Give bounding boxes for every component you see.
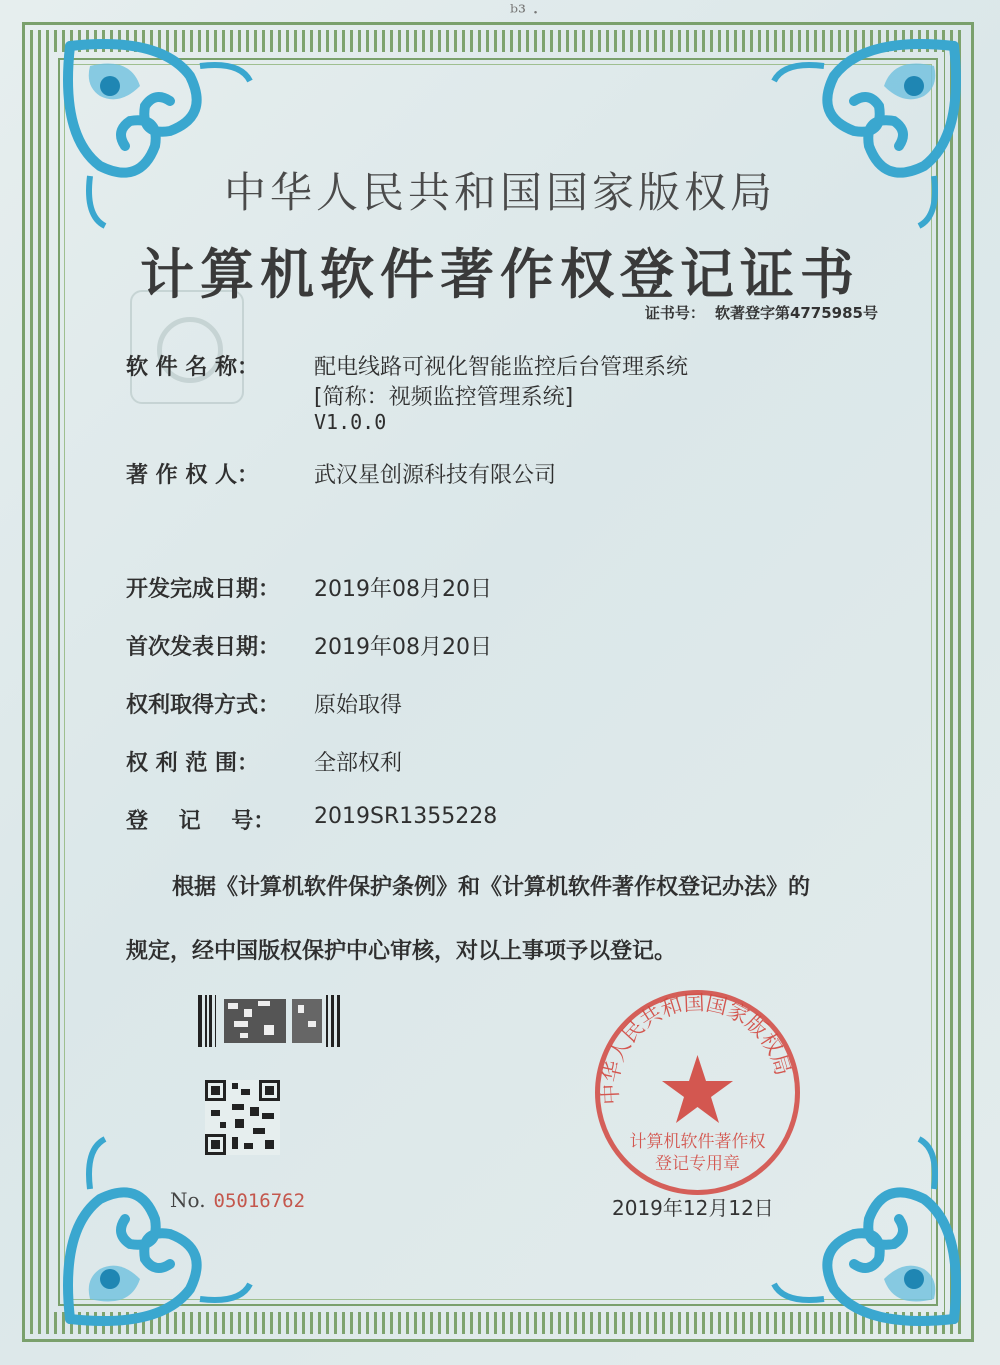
- field-value: 武汉星创源科技有限公司: [314, 463, 557, 488]
- certificate-number-value: 软著登字第4775985号: [714, 304, 878, 322]
- field-label: 登 记 号：: [126, 809, 276, 834]
- serial-value: 05016762: [213, 1190, 306, 1212]
- statement-line-2: 规定，经中国版权保护中心审核，对以上事项予以登记。: [126, 939, 677, 964]
- qr-code-icon: [205, 1080, 280, 1155]
- field-value: 配电线路可视化智能监控后台管理系统: [314, 355, 689, 380]
- barcode-icon: [198, 995, 340, 1047]
- field-label: 权利取得方式：: [126, 693, 281, 718]
- field-value: 2019年08月20日: [314, 577, 492, 602]
- field-label: 开发完成日期：: [126, 577, 281, 602]
- field-label: 著 作 权 人：: [126, 463, 259, 488]
- issue-date: 2019年12月12日: [612, 1196, 774, 1220]
- certificate-number-label: 证书号：: [644, 304, 705, 322]
- corner-ornament-bottom-left: [60, 1129, 260, 1329]
- certificate-title: 计算机软件著作权登记证书: [140, 242, 860, 306]
- field-label: 软 件 名 称：: [126, 355, 259, 380]
- registration-statement: [126, 856, 906, 984]
- field-value-short-name: [简称：视频监控管理系统]: [314, 385, 574, 410]
- field-label: 首次发表日期：: [126, 635, 281, 660]
- serial-prefix: No.: [170, 1188, 206, 1212]
- field-label: 权 利 范 围：: [126, 751, 259, 776]
- star-icon: [662, 1055, 733, 1123]
- field-value: 全部权利: [314, 751, 403, 776]
- field-value: 原始取得: [314, 693, 403, 718]
- field-value-version: V1.0.0: [314, 410, 387, 434]
- handwritten-mark: ᵇ³ ·: [510, 0, 539, 24]
- svg-text:计算机软件著作权: 计算机软件著作权: [629, 1132, 766, 1152]
- issuer-title: 中华人民共和国国家版权局: [223, 168, 776, 217]
- svg-text:中华人民共和国国家版权局: 中华人民共和国国家版权局: [598, 990, 796, 1106]
- statement-line-1: 根据《计算机软件保护条例》和《计算机软件著作权登记办法》的: [172, 875, 811, 900]
- field-value: 2019年08月20日: [314, 635, 492, 660]
- scroll-ornament-icon: [60, 1129, 260, 1329]
- certificate-number: [635, 302, 878, 323]
- field-value: 2019SR1355228: [314, 804, 498, 829]
- official-seal: [590, 985, 805, 1200]
- svg-text:登记专用章: 登记专用章: [655, 1154, 740, 1174]
- serial-number: [170, 1188, 305, 1212]
